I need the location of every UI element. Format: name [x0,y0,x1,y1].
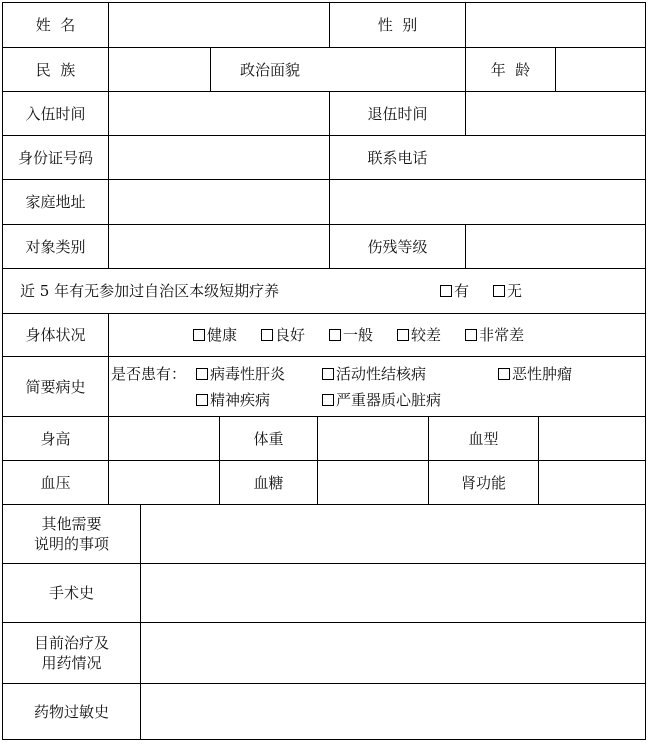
checkbox-icon [322,368,334,380]
label-height: 身高 [40,429,71,448]
label-discharge-date: 退伍时间 [367,104,428,123]
label-address: 家庭地址 [25,193,86,211]
option-label: 良好 [275,326,306,344]
history-option[interactable] [196,389,316,411]
label-gender: 性 别 [377,16,418,34]
recuperation-options [440,269,640,313]
treatment-field[interactable] [141,623,645,683]
checkbox-icon [322,394,334,406]
label-blood-pressure: 血压 [40,473,71,492]
label-age: 年 龄 [490,60,531,79]
name-field[interactable] [109,3,329,47]
checkbox-icon [498,368,510,380]
weight-field[interactable] [318,417,428,460]
checkbox-icon [465,329,477,341]
checkbox-option[interactable] [329,325,373,345]
label-blood-type: 血型 [468,429,499,448]
option-label: 健康 [207,326,238,344]
option-label: 活动性结核病 [336,365,427,383]
option-label: 精神疾病 [210,391,271,409]
label-medical-history: 简要病史 [25,377,86,396]
enlist-date-field[interactable] [109,92,329,135]
label-drug-allergy: 药物过敏史 [33,702,109,721]
history-option[interactable] [322,389,472,411]
checkbox-icon [493,285,505,297]
label-health: 身体状况 [25,326,86,344]
checkbox-option[interactable] [493,281,522,301]
other-notes-field[interactable] [141,505,645,563]
label-phone: 联系电话 [367,148,428,167]
label-name: 姓 名 [35,16,76,34]
label-blood-glucose: 血糖 [253,473,284,492]
label-weight: 体重 [253,429,284,448]
label-surgery-history: 手术史 [48,584,94,602]
health-options [193,314,643,356]
checkbox-option[interactable] [193,325,237,345]
option-label: 非常差 [479,326,525,344]
disability-level-field[interactable] [466,225,645,268]
checkbox-option[interactable] [440,281,469,301]
checkbox-icon [329,329,341,341]
kidney-function-field[interactable] [539,461,645,504]
checkbox-icon [196,394,208,406]
checkbox-icon [193,329,205,341]
label-line: 其他需要 [41,515,102,533]
label-line: 用药情况 [41,654,102,672]
option-label: 一般 [343,326,374,344]
drug-allergy-field[interactable] [141,684,645,739]
discharge-date-field[interactable] [466,92,645,135]
blood-type-field[interactable] [539,417,645,460]
option-label: 较差 [411,326,442,344]
option-label: 无 [507,282,523,300]
option-label: 病毒性肝炎 [210,365,286,383]
option-label: 有 [454,282,470,300]
table-border-right [645,2,646,739]
label-line: 目前治疗及 [33,634,109,652]
label-disability-level: 伤残等级 [367,237,428,256]
id-number-field[interactable] [109,136,329,179]
blood-glucose-field[interactable] [318,461,428,504]
checkbox-icon [440,285,452,297]
checkbox-option[interactable] [465,325,524,345]
label-treatment [3,623,140,683]
label-ethnicity: 民 族 [35,60,76,79]
label-recuperation: 近 5 年有无参加过自治区本级短期疗养 [20,282,280,300]
label-line: 说明的事项 [33,535,109,553]
label-political: 政治面貌 [239,60,300,79]
history-option[interactable] [196,363,316,385]
checkbox-icon [196,368,208,380]
option-label: 严重器质心脏病 [336,391,442,409]
ethnicity-field[interactable] [109,48,210,91]
checkbox-option[interactable] [261,325,305,345]
political-field[interactable] [330,48,465,91]
gender-field[interactable] [466,3,645,47]
address-field[interactable] [109,180,645,224]
category-field[interactable] [109,225,329,268]
label-category: 对象类别 [25,237,86,256]
checkbox-icon [397,329,409,341]
checkbox-option[interactable] [397,325,441,345]
label-kidney-function: 肾功能 [460,473,506,492]
checkbox-icon [261,329,273,341]
surgery-history-field[interactable] [141,564,645,622]
blood-pressure-field[interactable] [109,461,219,504]
label-enlist-date: 入伍时间 [25,104,86,123]
label-id-number: 身份证号码 [17,148,93,167]
history-option[interactable] [498,363,638,385]
option-label: 恶性肿瘤 [512,365,573,383]
history-prefix: 是否患有： [111,365,187,383]
age-field[interactable] [556,48,645,91]
label-other-notes [3,505,140,563]
height-field[interactable] [109,417,219,460]
history-option[interactable] [322,363,452,385]
row-rule [2,739,646,740]
phone-field[interactable] [466,136,645,179]
